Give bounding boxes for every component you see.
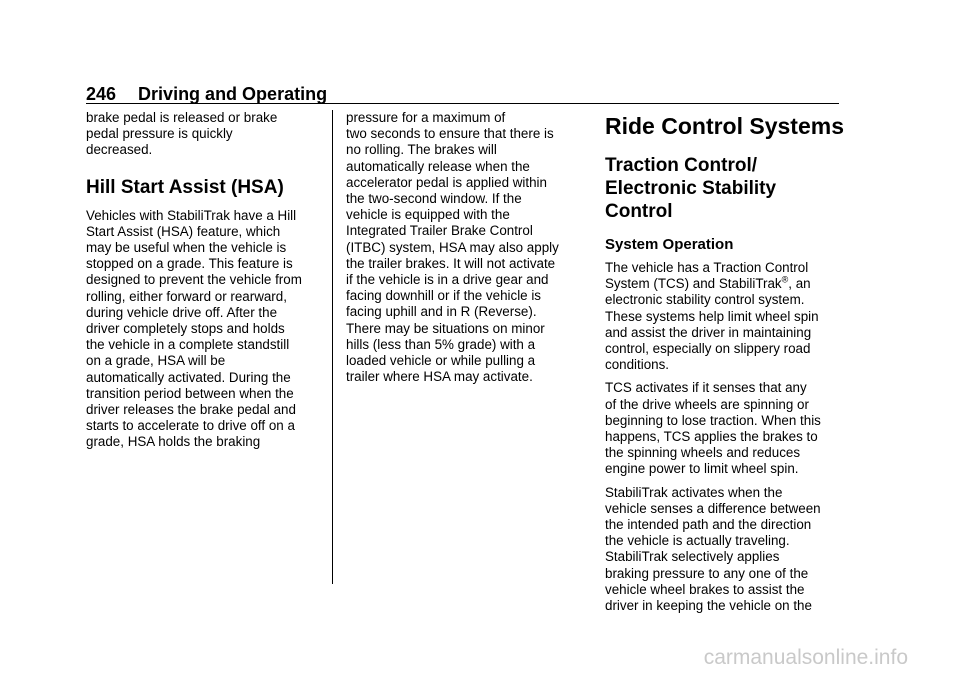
column-left [86,110,326,451]
body-line: Start Assist (HSA) feature, which [86,223,281,239]
body-line: conditions. [605,357,670,373]
body-line: decreased. [86,142,153,158]
column-right [605,110,845,614]
body-line: Vehicles with StabiliTrak have a Hill [86,207,297,223]
section-title: Driving and Operating [138,84,328,104]
body-line: may be useful when the vehicle is [86,240,287,256]
sub-heading-line: Electronic Stability [605,178,777,199]
body-line: The vehicle has a Traction Control [605,260,809,275]
body-line: the vehicle in a complete standstill [86,337,290,353]
body-line: (ITBC) system, HSA may also apply [346,239,559,255]
body-line: rolling, either forward or rearward, [86,288,287,304]
body-line: control, especially on slippery road [605,341,811,357]
body-line: vehicle senses a difference between [605,500,821,516]
body-line: designed to prevent the vehicle from [86,272,302,288]
body-line: and assist the driver in maintaining [605,324,812,340]
body-line: driver releases the brake pedal and [86,402,296,418]
body-line: beginning to lose traction. When this [605,412,821,428]
body-line: facing downhill or if the vehicle is [346,288,542,304]
body-line: transition period between when the [86,385,294,401]
body-text: System (TCS) and StabiliTrak [605,276,782,292]
page-header [86,84,327,105]
hsa-heading: Hill Start Assist (HSA) [86,176,284,198]
body-line: the vehicle is actually traveling. [605,533,790,549]
body-line: stopped on a grade. This feature is [86,256,293,272]
body-line: the trailer brakes. It will not activate [346,255,556,271]
watermark: carmanualsonline.info [703,646,908,669]
body-line: brake pedal is released or brake [86,110,278,125]
body-line [605,276,845,292]
header-rule [86,103,839,104]
body-line: during vehicle drive off. After the [86,304,278,320]
body-line: engine power to limit wheel spin. [605,461,799,477]
registered-mark: ® [781,274,789,285]
body-line: the spinning wheels and reduces [605,445,801,461]
sub-heading-line: Traction Control/ [605,155,757,176]
page-number: 246 [86,84,117,104]
body-line: There may be situations on minor [346,320,545,336]
body-line: on a grade, HSA will be [86,353,226,369]
body-line: trailer where HSA may activate. [346,369,533,385]
body-line: automatically activated. During the [86,369,291,385]
body-line: vehicle is equipped with the [346,207,510,223]
sub-heading-line: Control [605,201,673,222]
body-line: two seconds to ensure that there is [346,126,554,142]
body-line: automatically release when the [346,158,530,174]
column-middle [346,110,586,385]
body-line: pressure for a maximum of [346,110,506,125]
body-line: driver in keeping the vehicle on the [605,598,812,614]
body-line: These systems help limit wheel spin [605,308,819,324]
body-line: TCS activates if it senses that any [605,380,807,396]
body-line: grade, HSA holds the braking [86,434,261,450]
body-line: vehicle wheel brakes to assist the [605,581,805,597]
column-divider [332,110,333,584]
body-line: the two-second window. If the [346,191,522,207]
body-line: no rolling. The brakes will [346,142,497,158]
body-line: if the vehicle is in a drive gear and [346,272,549,288]
body-line: StabiliTrak activates when the [605,484,783,500]
body-line: electronic stability control system. [605,292,805,308]
body-line: hills (less than 5% grade) with a [346,336,536,352]
body-line: facing uphill and in R (Reverse). [346,304,537,320]
body-line: StabiliTrak selectively applies [605,549,780,565]
body-line: driver completely stops and holds [86,321,285,337]
body-line: happens, TCS applies the brakes to [605,429,818,445]
body-line: starts to accelerate to drive off on a [86,418,295,434]
body-text: , an [788,276,811,292]
body-line: pedal pressure is quickly [86,126,233,142]
body-line: accelerator pedal is applied within [346,174,547,190]
body-line: the intended path and the direction [605,517,812,533]
body-line: loaded vehicle or while pulling a [346,353,536,369]
body-line: of the drive wheels are spinning or [605,396,809,412]
main-heading: Ride Control Systems [605,113,844,139]
body-line: braking pressure to any one of the [605,565,809,581]
system-operation-heading: System Operation [605,236,734,253]
body-line: Integrated Trailer Brake Control [346,223,533,239]
